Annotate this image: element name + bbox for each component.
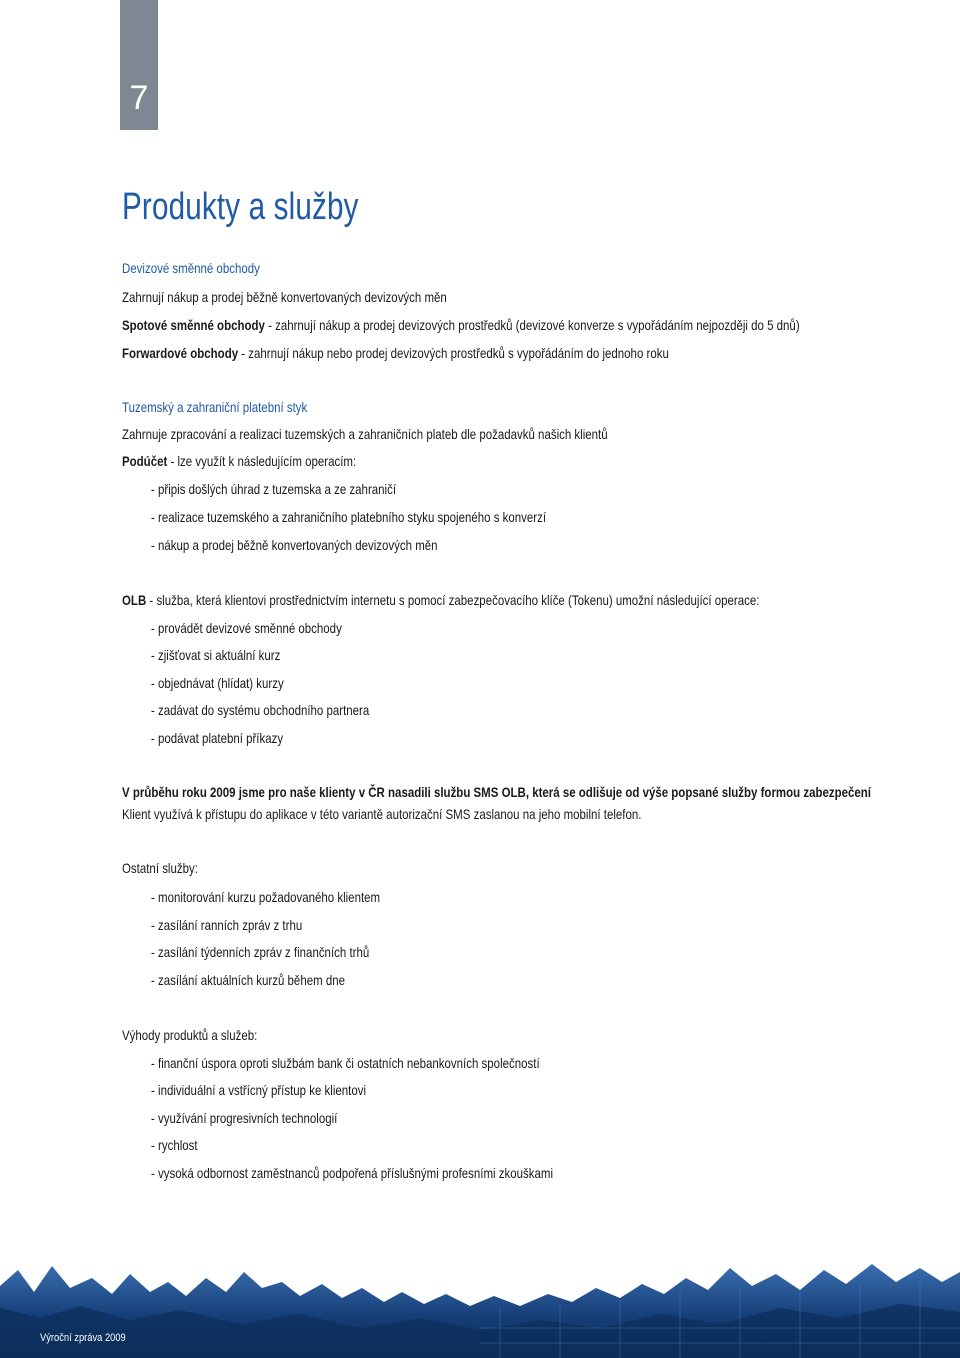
olb-text: - služba, která klientovi prostřednictvím internetu s pomocí zabezpečovacího klíče (Tokenu) umožní následující operace: xyxy=(146,592,760,608)
list-item: - finanční úspora oproti službám bank či ostatních nebankovních společností xyxy=(151,1055,540,1071)
forward-trades-line xyxy=(122,345,669,361)
list-item: - individuální a vstřícný přístup ke klientovi xyxy=(151,1082,367,1098)
forward-trades-text: - zahrnují nákup nebo prodej devizových prostředků s vypořádáním do jednoho roku xyxy=(238,345,669,361)
subaccount-label: Podúčet xyxy=(122,453,168,469)
section-desc-forex: Zahrnují nákup a prodej běžně konvertovaných devizových měn xyxy=(122,289,447,305)
sms-olb-headline: V průběhu roku 2009 jsme pro naše klienty v ČR nasadili službu SMS OLB, která se odlišuje od výše popsané služby formou zabezpečení xyxy=(122,784,871,800)
list-item: - zasílání ranních zpráv z trhu xyxy=(151,917,303,933)
page-number-tab xyxy=(120,0,158,130)
list-item: - rychlost xyxy=(151,1137,198,1153)
olb-label: OLB xyxy=(122,592,147,608)
list-item: - nákup a prodej běžně konvertovaných devizových měn xyxy=(151,537,438,553)
list-item: - připis došlých úhrad z tuzemska a ze zahraničí xyxy=(151,481,397,497)
list-item: - zadávat do systému obchodního partnera xyxy=(151,702,370,718)
list-item: - provádět devizové směnné obchody xyxy=(151,620,342,636)
spot-trades-line xyxy=(122,317,800,333)
list-item: - zasílání aktuálních kurzů během dne xyxy=(151,972,345,988)
forward-trades-label: Forwardové obchody xyxy=(122,345,239,361)
page-number: 7 xyxy=(129,79,149,117)
list-item: - realizace tuzemského a zahraničního platebního styku spojeného s konverzí xyxy=(151,509,547,525)
page-title: Produkty a služby xyxy=(122,186,359,228)
spot-trades-text: - zahrnují nákup a prodej devizových prostředků (devizové konverze s vypořádáním nejpozději do 5 dnů) xyxy=(264,317,800,333)
footer-skyline-graphic xyxy=(0,1248,960,1358)
section-desc-payments: Zahrnuje zpracování a realizaci tuzemských a zahraničních plateb dle požadavků našich klientů xyxy=(122,426,608,442)
list-item: - využívání progresivních technologií xyxy=(151,1110,338,1126)
list-item: - podávat platební příkazy xyxy=(151,730,284,746)
sms-olb-desc: Klient využívá k přístupu do aplikace v této variantě autorizační SMS zaslanou na jeho mobilní telefon. xyxy=(122,806,642,822)
list-item: - monitorování kurzu požadovaného klientem xyxy=(151,889,381,905)
section-heading-payments: Tuzemský a zahraniční platební styk xyxy=(122,399,308,415)
spot-trades-label: Spotové směnné obchody xyxy=(122,317,265,333)
list-item: - vysoká odbornost zaměstnanců podpořená příslušnými profesními zkouškami xyxy=(151,1165,553,1181)
subaccount-line xyxy=(122,453,356,469)
olb-line xyxy=(122,592,759,608)
footer-label: Výroční zpráva 2009 xyxy=(40,1332,126,1344)
list-item: - zasílání týdenních zpráv z finančních trhů xyxy=(151,944,370,960)
other-services-heading: Ostatní služby: xyxy=(122,860,198,876)
list-item: - objednávat (hlídat) kurzy xyxy=(151,675,284,691)
section-heading-forex: Devizové směnné obchody xyxy=(122,260,260,276)
subaccount-text: - lze využít k následujícím operacím: xyxy=(167,453,357,469)
list-item: - zjišťovat si aktuální kurz xyxy=(151,647,281,663)
benefits-heading: Výhody produktů a služeb: xyxy=(122,1027,258,1043)
